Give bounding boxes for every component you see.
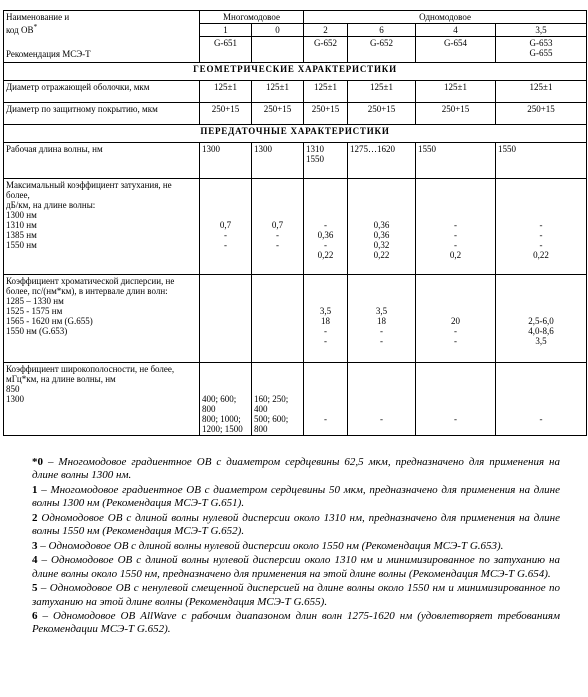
- footnote: [32, 582, 560, 608]
- data-cell: 250+15: [252, 103, 304, 125]
- data-cell: - 0,36 - 0,22: [304, 179, 348, 275]
- footnote: [32, 512, 560, 538]
- footnote-mark: 6: [32, 610, 38, 623]
- footnote-mark: *0: [32, 456, 43, 468]
- footnote-text: Одномодовое ОВ с длиной волны нулевой дисперсии около 1310 нм, предназначено для применения на длине волны 1550 нм (Рекомендация МСЭ-Т G.652).: [32, 511, 560, 538]
- code-cell: 0: [252, 24, 304, 37]
- footnote-text: – Одномодовое ОВ с длиной волны нулевой дисперсии около 1550 нм (Рекомендация МСЭ-Т G.653).: [37, 539, 504, 552]
- footnote: [32, 554, 560, 580]
- footnote-mark: 1: [32, 483, 38, 496]
- data-cell: 0,36 0,36 0,32 0,22: [348, 179, 416, 275]
- section-geometry-row: [4, 63, 587, 81]
- diam-coat-row: [4, 103, 587, 125]
- data-cell: 1550: [496, 143, 587, 179]
- data-cell: 2,5-6,0 4,0-8,6 3,5: [496, 275, 587, 363]
- code-cell: 2: [304, 24, 348, 37]
- code-cell: 3,5: [496, 24, 587, 37]
- data-cell: 250+15: [416, 103, 496, 125]
- data-cell: 1300: [252, 143, 304, 179]
- attenuation-row: [4, 179, 587, 275]
- table-header-row: [4, 11, 587, 24]
- data-cell: 250+15: [348, 103, 416, 125]
- footnote-mark: 4: [32, 554, 38, 567]
- section-geometry-title: ГЕОМЕТРИЧЕСКИЕ ХАРАКТЕРИСТИКИ: [4, 63, 587, 81]
- code-cell: 4: [416, 24, 496, 37]
- data-cell: [200, 275, 252, 363]
- section-transmission-title: ПЕРЕДАТОЧНЫЕ ХАРАКТЕРИСТИКИ: [4, 125, 587, 143]
- data-cell: 250+15: [496, 103, 587, 125]
- data-cell: 1550: [416, 143, 496, 179]
- row-label: Диаметр по защитному покрытию, мкм: [4, 103, 200, 125]
- data-cell: 1275…1620: [348, 143, 416, 179]
- data-cell: 20 - -: [416, 275, 496, 363]
- footnote-text: – Многомодовое градиентное ОВ с диаметром сердцевины 50 мкм, предназначено для применения на длине волны 1300 нм (Рекомендация МСЭ-Т G.651).: [32, 483, 560, 510]
- data-cell: 160; 250; 400 500; 600; 800: [252, 363, 304, 436]
- footnote-mark: 5: [32, 582, 38, 595]
- code-cell: 1: [200, 24, 252, 37]
- footnote-text: – Одномодовое ОВ AllWave с рабочим диапазоном длин волн 1275-1620 нм (удовлетворяет требованиям Рекомендации МСЭ-Т G.652).: [32, 610, 560, 636]
- header-name: Наименование и код ОВ: [6, 12, 70, 35]
- rec-cell: G-651: [200, 37, 252, 63]
- bandwidth-row: [4, 363, 587, 436]
- data-cell: 250+15: [200, 103, 252, 125]
- data-cell: 125±1: [200, 81, 252, 103]
- footnote-text: – Многомодовое градиентное ОВ с диаметром сердцевины 62,5 мкм, предназначено для применения на длине волны 1300 нм.: [32, 456, 560, 482]
- data-cell: -: [416, 363, 496, 436]
- dispersion-row: [4, 275, 587, 363]
- fiber-spec-table: [3, 10, 587, 436]
- diam-clad-row: [4, 81, 587, 103]
- header-star: *: [33, 22, 38, 31]
- data-cell: 125±1: [252, 81, 304, 103]
- row-label: Рабочая длина волны, нм: [4, 143, 200, 179]
- footnote-text: – Одномодовое ОВ с ненулевой смещенной дисперсией на длине волны около 1550 нм и минимизированное по затуханию на этой длине волны (Рекомендация МСЭ-Т G.655).: [32, 582, 560, 608]
- footnote-mark: 2: [32, 511, 38, 524]
- rec-cell: G-652: [348, 37, 416, 63]
- row-label: Коэффициент широкополосности, не более, мГц*км, на длине волны, нм 850 1300: [4, 363, 200, 436]
- data-cell: -: [304, 363, 348, 436]
- data-cell: -: [496, 363, 587, 436]
- footnotes: [32, 456, 560, 638]
- data-cell: 125±1: [496, 81, 587, 103]
- data-cell: [252, 275, 304, 363]
- data-cell: 0,7 - -: [252, 179, 304, 275]
- rec-cell: G-652: [304, 37, 348, 63]
- footnote-mark: 3: [32, 539, 38, 552]
- wavelength-row: [4, 143, 587, 179]
- group-multimode: Многомодовое: [200, 11, 304, 24]
- data-cell: -: [348, 363, 416, 436]
- rec-label: Рекомендация МСЭ-Т: [6, 49, 91, 59]
- data-cell: 125±1: [416, 81, 496, 103]
- code-cell: 6: [348, 24, 416, 37]
- row-label: Коэффициент хроматической дисперсии, не более, пс/(нм*км), в интервале длин волн: 1285 – 1330 нм 1525 - 1575 нм 1565 - 1620 нм (G.655) 1550 нм (G.653): [4, 275, 200, 363]
- data-cell: 250+15: [304, 103, 348, 125]
- rec-cell: G-653 G-655: [496, 37, 587, 63]
- data-cell: 3,5 18 - -: [348, 275, 416, 363]
- row-label: Максимальный коэффициент затухания, не более, дБ/км, на длине волны: 1300 нм 1310 нм 1385 нм 1550 нм: [4, 179, 200, 275]
- data-cell: - - - 0,2: [416, 179, 496, 275]
- rec-cell: G-654: [416, 37, 496, 63]
- data-cell: 3,5 18 - -: [304, 275, 348, 363]
- data-cell: 0,7 - -: [200, 179, 252, 275]
- footnote: [32, 540, 560, 553]
- data-cell: - - - 0,22: [496, 179, 587, 275]
- group-singlemode: Одномодовое: [304, 11, 587, 24]
- header-name-cell: [4, 11, 200, 63]
- footnote: [32, 610, 560, 636]
- data-cell: 125±1: [348, 81, 416, 103]
- data-cell: 1310 1550: [304, 143, 348, 179]
- rec-cell: [252, 37, 304, 63]
- footnote-text: – Одномодовое ОВ с длиной волны нулевой дисперсии около 1310 нм и минимизированное по затуханию на длине волны около 1550 нм, предназначено для применения на этой длине волны (Рекомендация МСЭ-Т G.654).: [32, 554, 560, 580]
- data-cell: 1300: [200, 143, 252, 179]
- footnote: [32, 456, 560, 482]
- data-cell: 125±1: [304, 81, 348, 103]
- footnote: [32, 484, 560, 510]
- section-transmission-row: [4, 125, 587, 143]
- row-label: Диаметр отражающей оболочки, мкм: [4, 81, 200, 103]
- data-cell: 400; 600; 800 800; 1000; 1200; 1500: [200, 363, 252, 436]
